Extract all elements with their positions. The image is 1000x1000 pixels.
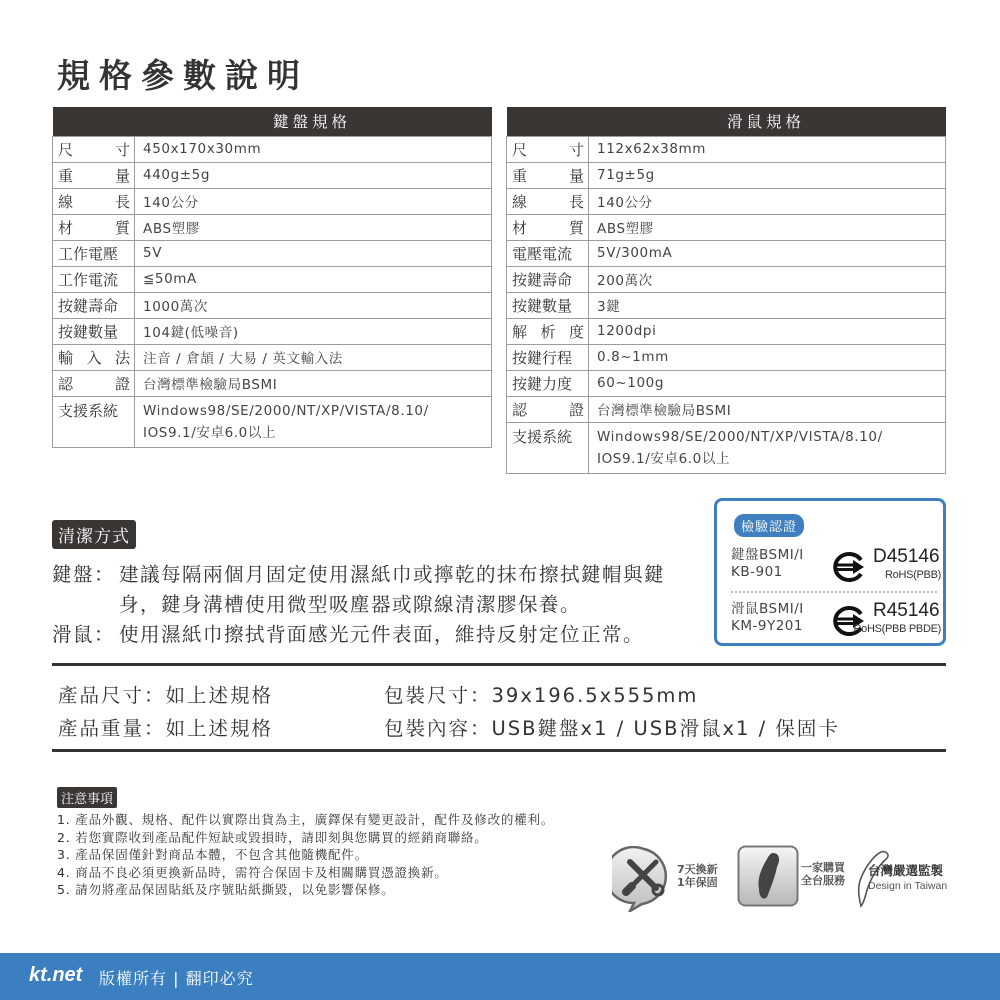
spec-row bbox=[53, 292, 492, 318]
spec-key: 電壓電流 bbox=[507, 240, 589, 266]
taiwan-outline-icon bbox=[855, 848, 895, 908]
brand-logo: kt.net bbox=[29, 964, 83, 986]
package-contents: 包裝內容：USB鍵盤x1 / USB滑鼠x1 / 保固卡 bbox=[384, 717, 840, 740]
cleaning-keyboard-label: 鍵盤： bbox=[52, 563, 116, 586]
divider-bottom bbox=[52, 749, 946, 752]
mouse-spec-table bbox=[506, 107, 946, 474]
cert-keyboard-rohs: RoHS(PBB) bbox=[885, 569, 941, 581]
spec-row bbox=[53, 162, 492, 188]
spec-value: ≦50mA bbox=[135, 266, 492, 292]
cert-keyboard bbox=[731, 547, 941, 591]
taiwan-design-title: 台灣嚴選監製 bbox=[868, 863, 944, 878]
spec-key: 按鍵數量 bbox=[507, 292, 589, 318]
spec-row bbox=[507, 188, 946, 214]
note-item: 3. 產品保固僅針對商品本體，不包含其他隨機配件。 bbox=[57, 847, 368, 862]
spec-row bbox=[507, 162, 946, 188]
note-item: 5. 請勿將產品保固貼紙及序號貼紙撕毀，以免影響保修。 bbox=[57, 882, 395, 897]
spec-value: 5V/300mA bbox=[589, 240, 946, 266]
spec-key: 重 量 bbox=[53, 162, 135, 188]
spec-value: 140公分 bbox=[589, 188, 946, 214]
spec-row bbox=[507, 344, 946, 370]
service-text: 一家購買 全台服務 bbox=[801, 861, 845, 887]
cleaning-badge: 清潔方式 bbox=[52, 520, 136, 549]
spec-key: 工作電流 bbox=[53, 266, 135, 292]
note-item: 4. 商品不良必須更換新品時，需符合保固卡及相關購買憑證換新。 bbox=[57, 864, 448, 880]
spec-row bbox=[507, 136, 946, 162]
spec-value: 104鍵(低噪音) bbox=[135, 318, 492, 344]
spec-value: 5V bbox=[135, 240, 492, 266]
cert-keyboard-number: D45146 bbox=[873, 546, 940, 567]
spec-row bbox=[507, 396, 946, 422]
spec-key: 按鍵力度 bbox=[507, 370, 589, 396]
product-weight: 產品重量：如上述規格 bbox=[58, 717, 274, 740]
spec-key: 輸 入 法 bbox=[53, 344, 135, 370]
spec-value: 0.8~1mm bbox=[589, 344, 946, 370]
spec-row bbox=[53, 370, 492, 396]
tools-warranty-icon bbox=[612, 846, 676, 912]
spec-value: Windows98/SE/2000/NT/XP/VISTA/8.10/ IOS9.1/安卓6.0以上 bbox=[135, 396, 492, 447]
spec-value: 60~100g bbox=[589, 370, 946, 396]
spec-row bbox=[53, 318, 492, 344]
spec-row bbox=[507, 292, 946, 318]
spec-row bbox=[53, 396, 492, 447]
spec-key: 按鍵壽命 bbox=[507, 266, 589, 292]
spec-key: 工作電壓 bbox=[53, 240, 135, 266]
product-size: 產品尺寸：如上述規格 bbox=[58, 684, 274, 707]
spec-key: 重 量 bbox=[507, 162, 589, 188]
spec-key: 尺 寸 bbox=[53, 136, 135, 162]
spec-key: 材 質 bbox=[507, 214, 589, 240]
note-item: 2. 若您實際收到產品配件短缺或毀損時，請即刻與您購買的經銷商聯絡。 bbox=[57, 829, 488, 845]
cleaning-keyboard-text-2: 身，鍵身溝槽使用微型吸塵器或隙線清潔膠保養。 bbox=[119, 593, 582, 616]
certification-box bbox=[714, 498, 946, 646]
spec-value: 140公分 bbox=[135, 188, 492, 214]
footer bbox=[0, 953, 1000, 1000]
spec-value: 112x62x38mm bbox=[589, 136, 946, 162]
taiwan-service-icon bbox=[737, 845, 799, 907]
spec-row bbox=[507, 370, 946, 396]
spec-key: 認 證 bbox=[507, 396, 589, 422]
spec-value: ABS塑膠 bbox=[589, 214, 946, 240]
cert-mouse-rohs: RoHS(PBB PBDE) bbox=[853, 623, 941, 635]
spec-row bbox=[507, 318, 946, 344]
keyboard-spec-table bbox=[52, 107, 492, 448]
spec-key: 支援系統 bbox=[53, 396, 135, 447]
taiwan-design-sub: Design in Taiwan bbox=[868, 880, 948, 892]
spec-row bbox=[53, 240, 492, 266]
spec-row bbox=[507, 240, 946, 266]
spec-key: 認 證 bbox=[53, 370, 135, 396]
cleaning-keyboard-text-1: 建議每隔兩個月固定使用濕紙巾或擰乾的抹布擦拭鍵帽與鍵 bbox=[119, 563, 666, 586]
notes-list bbox=[57, 810, 554, 898]
spec-row bbox=[53, 188, 492, 214]
cert-mouse bbox=[731, 601, 941, 645]
cleaning-mouse-text: 使用濕紙巾擦拭背面感光元件表面，維持反射定位正常。 bbox=[119, 623, 645, 646]
spec-key: 線 長 bbox=[507, 188, 589, 214]
spec-row bbox=[507, 422, 946, 473]
package-size: 包裝尺寸：39x196.5x555mm bbox=[384, 684, 699, 707]
cert-divider bbox=[731, 591, 937, 593]
spec-row bbox=[507, 214, 946, 240]
spec-key: 線 長 bbox=[53, 188, 135, 214]
spec-value: 台灣標準檢驗局BSMI bbox=[589, 396, 946, 422]
spec-value: 注音 / 倉頡 / 大易 / 英文輸入法 bbox=[135, 344, 492, 370]
note-item: 1. 產品外觀、規格、配件以實際出貨為主，廣鐸保有變更設計，配件及修改的權利。 bbox=[57, 812, 555, 827]
spec-value: Windows98/SE/2000/NT/XP/VISTA/8.10/ IOS9.1/安卓6.0以上 bbox=[589, 422, 946, 473]
cert-mouse-model: 滑鼠BSMI/I KM-9Y201 bbox=[731, 601, 804, 634]
spec-value: 台灣標準檢驗局BSMI bbox=[135, 370, 492, 396]
spec-key: 解 析 度 bbox=[507, 318, 589, 344]
spec-value: 450x170x30mm bbox=[135, 136, 492, 162]
certification-badge: 檢驗認證 bbox=[734, 514, 804, 537]
bsmi-logo-icon bbox=[831, 551, 867, 583]
cleaning-keyboard bbox=[52, 559, 665, 587]
spec-row bbox=[53, 136, 492, 162]
spec-key: 支援系統 bbox=[507, 422, 589, 473]
spec-key: 尺 寸 bbox=[507, 136, 589, 162]
spec-row bbox=[53, 214, 492, 240]
spec-value: ABS塑膠 bbox=[135, 214, 492, 240]
spec-row bbox=[53, 344, 492, 370]
divider-top bbox=[52, 663, 946, 666]
keyboard-spec-header: 鍵盤規格 bbox=[53, 107, 492, 136]
spec-value: 71g±5g bbox=[589, 162, 946, 188]
warranty-text: 7天換新 1年保固 bbox=[677, 863, 718, 889]
cleaning-mouse-label: 滑鼠： bbox=[52, 623, 116, 646]
spec-value: 200萬次 bbox=[589, 266, 946, 292]
spec-value: 1200dpi bbox=[589, 318, 946, 344]
spec-key: 材 質 bbox=[53, 214, 135, 240]
cert-keyboard-model: 鍵盤BSMI/I KB-901 bbox=[731, 547, 804, 580]
mouse-spec-header: 滑鼠規格 bbox=[507, 107, 946, 136]
spec-row bbox=[507, 266, 946, 292]
spec-row bbox=[53, 266, 492, 292]
spec-key: 按鍵壽命 bbox=[53, 292, 135, 318]
cleaning-mouse bbox=[52, 619, 644, 647]
cert-mouse-number: R45146 bbox=[873, 600, 940, 621]
copyright-text: 版權所有 | 翻印必究 bbox=[99, 969, 254, 988]
spec-key: 按鍵行程 bbox=[507, 344, 589, 370]
spec-value: 1000萬次 bbox=[135, 292, 492, 318]
spec-key: 按鍵數量 bbox=[53, 318, 135, 344]
spec-value: 3鍵 bbox=[589, 292, 946, 318]
notes-badge: 注意事項 bbox=[57, 787, 117, 808]
page-title: 規格參數說明 bbox=[57, 56, 309, 95]
spec-value: 440g±5g bbox=[135, 162, 492, 188]
